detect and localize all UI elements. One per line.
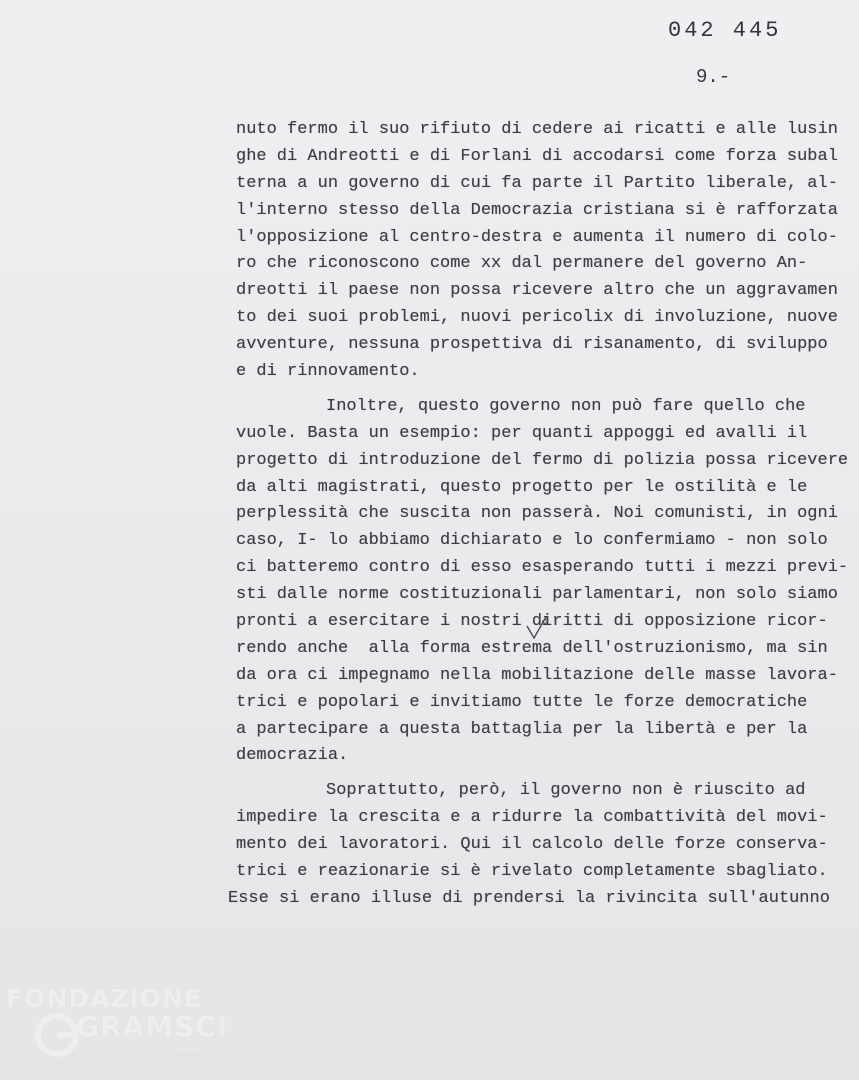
text-line: caso, I- lo abbiamo dichiarato e lo confermiamo - non solo xyxy=(236,531,828,551)
page-number: 9.- xyxy=(696,66,731,88)
text-line: trici e reazionarie si è rivelato completamente sbagliato. xyxy=(236,862,828,882)
watermark-suffix: onlus xyxy=(174,1044,199,1054)
watermark-line-1: FONDAZIONE xyxy=(6,984,203,1013)
text-line: perplessità che suscita non passerà. Noi comunisti, in ogni xyxy=(236,504,838,524)
text-line: progetto di introduzione del fermo di polizia possa ricevere xyxy=(236,450,849,470)
text-line: ro che riconoscono come xx dal permanere del governo An- xyxy=(236,254,808,274)
paragraph-gap xyxy=(236,386,848,394)
handwritten-insertion-mark xyxy=(524,614,554,642)
paragraph-start-line: Inoltre, questo governo non può fare quello che xyxy=(326,396,806,416)
text-line: l'opposizione al centro-destra e aumenta il numero di colo- xyxy=(236,227,838,247)
text-line: vuole. Basta un esempio: per quanti appoggi ed avalli il xyxy=(236,423,808,443)
archive-number: 042 445 xyxy=(668,18,782,43)
text-line: ghe di Andreotti e di Forlani di accodarsi come forza subal xyxy=(236,146,838,166)
text-line: mento dei lavoratori. Qui il calcolo delle forze conserva- xyxy=(236,835,828,855)
text-line: nuto fermo il suo rifiuto di cedere ai ricatti e alle lusin xyxy=(236,120,838,139)
text-line: da alti magistrati, questo progetto per le ostilità e le xyxy=(236,477,808,497)
text-line: rendo anche alla forma estrema dell'ostruzionismo, ma sin xyxy=(236,638,828,658)
text-line: da ora ci impegnamo nella mobilitazione delle masse lavora- xyxy=(236,665,838,685)
text-line: impedire la crescita e a ridurre la combattività del movi- xyxy=(236,808,828,828)
text-line: avventure, nessuna prospettiva di risanamento, di sviluppo xyxy=(236,335,828,355)
text-line: to dei suoi problemi, nuovi pericolix di involuzione, nuove xyxy=(236,308,838,328)
fondazione-gramsci-watermark xyxy=(6,984,229,1074)
gramsci-logo-icon xyxy=(34,1012,80,1058)
paragraph-start-line: Soprattutto, però, il governo non è riuscito ad xyxy=(326,781,806,801)
text-line: sti dalle norme costituzionali parlamentari, non solo siamo xyxy=(236,585,838,605)
paragraph-gap xyxy=(236,770,848,778)
text-line: l'interno stesso della Democrazia cristiana si è rafforzata xyxy=(236,200,838,220)
watermark-line-2: GRAMSCI xyxy=(76,1010,229,1043)
text-line: Esse si erano illuse di prendersi la rivincita sull'autunno xyxy=(228,888,830,908)
text-line: a partecipare a questa battaglia per la libertà e per la xyxy=(236,719,808,739)
text-line: pronti a esercitare i nostri diritti di opposizione ricor- xyxy=(236,612,828,632)
text-line: ci batteremo contro di esso esasperando tutti i mezzi previ- xyxy=(236,558,849,578)
text-line: dreotti il paese non possa ricevere altro che un aggravamen xyxy=(236,281,838,301)
text-line: e di rinnovamento. xyxy=(236,362,420,382)
text-line: democrazia. xyxy=(236,746,349,766)
text-line: trici e popolari e invitiamo tutte le forze democratiche xyxy=(236,692,808,712)
text-line: terna a un governo di cui fa parte il Partito liberale, al- xyxy=(236,173,838,193)
typewritten-body xyxy=(228,117,849,913)
